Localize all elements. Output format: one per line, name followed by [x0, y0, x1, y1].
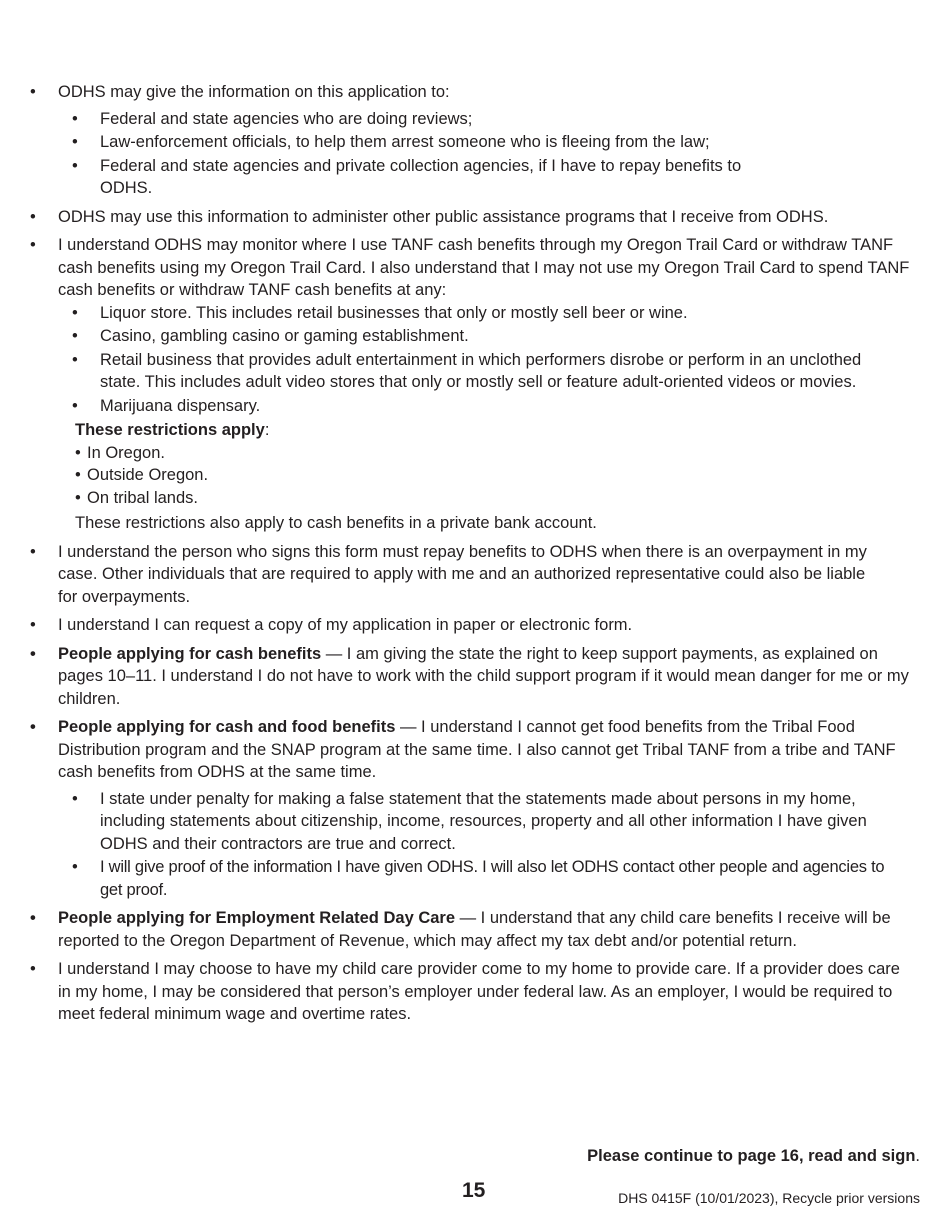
bullet: • — [72, 156, 78, 175]
bullet: • — [75, 488, 81, 507]
sub-item-text: Federal and state agencies who are doing reviews; — [100, 109, 473, 128]
item-text: I understand the person who signs this form must repay benefits to ODHS when there is an overpayment in my case. Other individuals that are required to apply with me and an authorized representative could also be liable for overpayments. — [58, 542, 867, 606]
sub-list — [58, 302, 915, 418]
restrictions-block — [58, 419, 915, 535]
bullet: • — [30, 909, 36, 927]
sub-item-text: Marijuana dispensary. — [100, 396, 261, 415]
sub-item-text: Liquor store. This includes retail businesses that only or mostly sell beer or wine. — [100, 303, 688, 322]
bullet: • — [30, 542, 36, 561]
list-item — [30, 541, 915, 609]
sub-list-item — [58, 155, 915, 200]
sub-item-text: I state under penalty for making a false statement that the statements made about persons in my home, including statements about citizenship, income, resources, property and all other information I have given ODHS and their contractors are true and correct. — [100, 789, 867, 853]
form-identifier: DHS 0415F (10/01/2023), Recycle prior versions — [618, 1190, 920, 1206]
item-text: I understand I can request a copy of my application in paper or electronic form. — [58, 616, 633, 634]
bullet: • — [72, 350, 78, 369]
bullet: • — [75, 443, 81, 462]
sub-item-text: Retail business that provides adult entertainment in which performers disrobe or perform in an unclothed state. This includes adult video stores that only or mostly sell or feature adult-oriented videos or movies. — [100, 350, 862, 391]
list-item — [30, 716, 915, 901]
sub-item-text: Law-enforcement officials, to help them arrest someone who is fleeing from the law; — [100, 133, 710, 151]
list-item — [30, 206, 915, 229]
bullet: • — [30, 207, 36, 226]
item-text: I understand ODHS may monitor where I use TANF cash benefits through my Oregon Trail Card or withdraw TANF cash benefits using my Oregon Trail Card. I also understand that I may not use my Oregon Trail Card to spend TANF cash benefits or withdraw TANF cash benefits at any: — [58, 236, 910, 299]
bullet: • — [30, 616, 36, 634]
bullet: • — [72, 133, 78, 151]
bullet: • — [30, 718, 36, 736]
sub-list — [58, 788, 915, 902]
restriction-item: • In Oregon. — [75, 442, 915, 465]
sub-list-item — [58, 395, 915, 418]
sub-list-item — [58, 108, 915, 131]
restrictions-note: These restrictions also apply to cash benefits in a private bank account. — [75, 514, 597, 532]
item-text: I understand I may choose to have my child care provider come to my home to provide care. If a provider does care in my home, I may be considered that person’s employer under federal law. As an employer, I would be required to meet federal minimum wage and overtime rates. — [58, 960, 900, 1023]
restriction-item: • On tribal lands. — [75, 487, 915, 510]
bullet: • — [72, 858, 78, 876]
bullet: • — [72, 303, 78, 322]
restriction-item: • Outside Oregon. — [75, 464, 915, 487]
sub-item-text: Federal and state agencies and private collection agencies, if I have to repay benefits to ODHS. — [100, 156, 742, 197]
item-text: — I understand I cannot get food benefits from the Tribal Food Distribution program and the SNAP program at the same time. I also cannot get Tribal TANF from a tribe and TANF cash benefits from ODHS at the same time. — [58, 718, 896, 781]
item-heading: People applying for Employment Related Day Care — [58, 909, 456, 927]
item-text: — I understand that any child care benefits I receive will be reported to the Oregon Department of Revenue, which may affect my tax debt and/or potential return. — [58, 909, 891, 950]
item-heading: People applying for cash benefits — [58, 644, 322, 663]
bullet: • — [72, 109, 78, 128]
sub-list-item — [58, 349, 915, 394]
item-text: ODHS may give the information on this application to: — [58, 83, 450, 101]
item-text: ODHS may use this information to administer other public assistance programs that I receive from ODHS. — [58, 207, 829, 226]
document-body — [30, 81, 915, 1032]
list-item — [30, 958, 915, 1026]
list-item — [30, 234, 915, 535]
bullet: • — [72, 327, 78, 345]
sub-list — [58, 108, 915, 200]
list-item — [30, 614, 915, 637]
bullet: • — [30, 83, 36, 101]
continue-instruction: Please continue to page 16, read and sign. — [587, 1147, 920, 1165]
item-heading: People applying for cash and food benefits — [58, 718, 396, 736]
bullet: • — [30, 236, 36, 254]
sub-list-item — [58, 302, 915, 325]
list-item — [30, 643, 915, 711]
bullet: • — [72, 396, 78, 415]
bullet: • — [72, 789, 78, 808]
sub-item-text: I will give proof of the information I have given ODHS. I will also let ODHS contact other people and agencies to get proof. — [100, 858, 885, 899]
bullet: • — [30, 644, 36, 663]
list-item — [30, 81, 915, 200]
bullet: • — [75, 466, 81, 484]
sub-list-item — [58, 131, 915, 154]
restrictions-heading: These restrictions apply: — [75, 421, 270, 439]
sub-list-item — [58, 788, 915, 856]
item-text: — I am giving the state the right to keep support payments, as explained on pages 10–11. I understand I do not have to work with the child support program if it would mean danger for me or my children. — [58, 644, 909, 708]
sub-list-item — [58, 325, 915, 348]
sub-item-text: Casino, gambling casino or gaming establishment. — [100, 327, 469, 345]
page-number: 15 — [462, 1179, 486, 1202]
sub-list-item — [58, 856, 915, 901]
bullet: • — [30, 960, 36, 978]
list-item — [30, 907, 915, 952]
